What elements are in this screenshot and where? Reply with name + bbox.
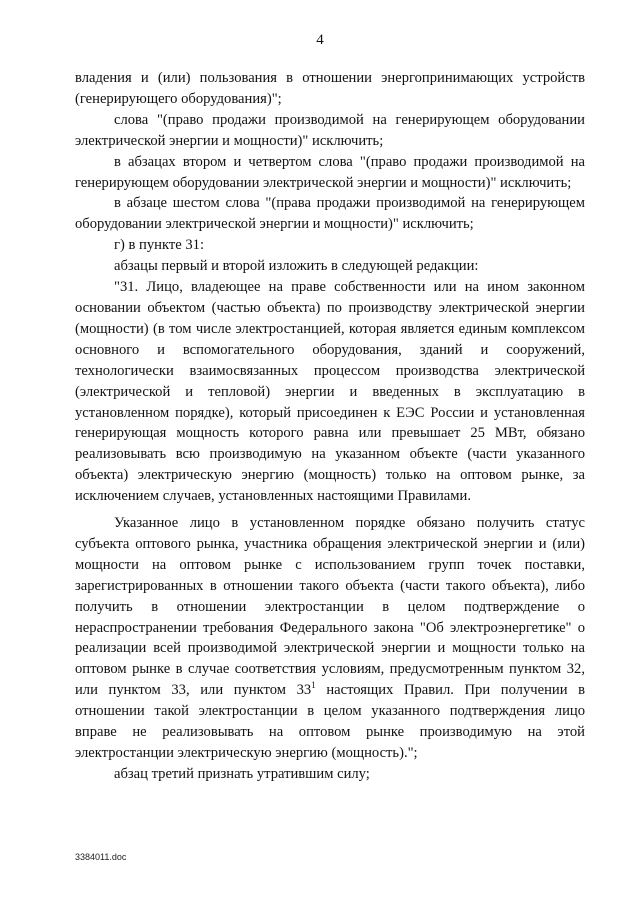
status-requirement-text: Указанное лицо в установленном порядке обязано получить статус субъекта оптового рынка, участника обращения электрической энергии и (или) мощности на оптовом рынке с использованием групп точек поставки, зарегистрированных в отношении такого объекта (части такого объекта), либо получить в отношении электростанции в целом подтверждение о нераспространении требования Федерального закона "Об электроэнергетике" о реализации всей производимой электрической энергии и мощности только на оптовом рынке в случае соответствия условиям, предусмотренным пунктом 32, или пунктом 33, или пунктом 33	[75, 515, 585, 699]
paragraph-third-invalid: абзац третий признать утратившим силу;	[114, 765, 370, 782]
paragraph-second-fourth: в абзацах втором и четвертом слова "(право продажи производимой на генерирующем оборудовании электрической энергии и мощности)" исключить;	[75, 153, 585, 191]
paragraph-first-second-new: абзацы первый и второй изложить в следующей редакции:	[114, 258, 479, 275]
paragraph-ownership-continuation: владения и (или) пользования в отношении энергопринимающих устройств (генерирующего оборудования)";	[75, 70, 585, 107]
paragraph-item-31: г) в пункте 31:	[114, 237, 204, 254]
paragraph-words-exclude: слова "(право продажи производимой на генерирующем оборудовании электрической энергии и мощности)" исключить;	[75, 111, 585, 149]
paragraph-sixth: в абзаце шестом слова "(права продажи производимой на генерирующем оборудовании электрической энергии и мощности)" исключить;	[75, 195, 585, 233]
page-number: 4	[316, 32, 324, 48]
superscript-1: 1	[311, 680, 316, 691]
paragraph-clause-31: "31. Лицо, владеющее на праве собственности или на ином законном основании объектом (частью объекта) по производству электрической энергии (мощности) (в том числе электростанцией, которая является единым комплексом основного и вспомогательного оборудования, зданий и сооружений, технологически взаимосвязанных процессом производства электрической (электрической и тепловой) энергии и введенных в эксплуатацию в установленном порядке), который присоединен к ЕЭС России и установленная генерирующая мощность которого равна или превышает 25 МВт, обязано реализовывать всю производимую на указанном объекте (части указанного объекта) электрическую энергию (мощность) только на оптовом рынке, за исключением случаев, установленных настоящими Правилами.	[75, 279, 585, 505]
status-requirement-text-end: настоящих Правил. При получении в отношении такой электростанции в целом указанного подтверждения лицо вправе не реализовывать на оптовом рынке производимую на этой электростанции электрическую энергию (мощность).";	[75, 682, 585, 761]
document-filename: 3384011.doc	[75, 852, 127, 862]
paragraph-status-requirement	[75, 513, 585, 764]
document-body	[75, 68, 585, 785]
